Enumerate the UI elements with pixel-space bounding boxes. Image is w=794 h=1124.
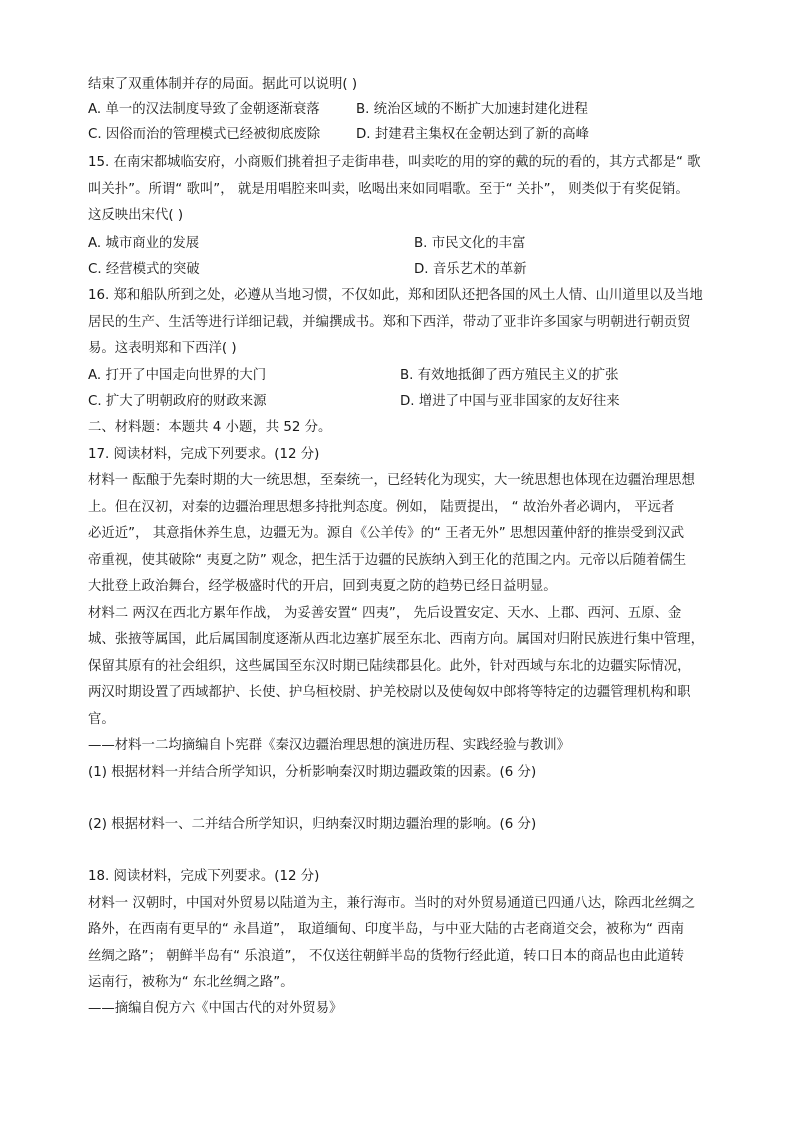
q18-material1-line-4: 运南行，被称为“ 东北丝绸之路”。 [88, 975, 294, 990]
q15-option-a: A. 城市商业的发展 [88, 236, 200, 251]
q17-material2-line-3: 保留其原有的社会组织，这些属国至东汉时期已陆续郡县化。此外，针对西域与东北的边疆实际情况， [88, 659, 691, 674]
q16-line-2: 居民的生产、生活等进行详细记载，并编撰成书。郑和下西洋，带动了亚非许多国家与明朝进行朝贡贸 [88, 315, 691, 330]
q14-option-c: C. 因俗而治的管理模式已经被彻底废除 [88, 127, 321, 142]
q17-material2-line-4: 两汉时期设置了西域都护、长使、护乌桓校尉、护羌校尉以及使匈奴中郎将等特定的边疆管理机构和职 [88, 685, 691, 700]
q16-option-c: C. 扩大了明朝政府的财政来源 [88, 394, 267, 409]
q17-material1-line-2: 上。但在汉初，对秦的边疆治理思想多持批判态度。例如， 陆贾提出， “ 故治外者必调内， 平远者 [88, 500, 675, 515]
q14-option-a: A. 单一的汉法制度导致了金朝逐渐衰落 [88, 102, 320, 117]
q17-subquestion-2: (2) 根据材料一、二并结合所学知识，归纳秦汉时期边疆治理的影响。(6 分) [88, 817, 537, 832]
q17-material2-line-1: 材料二 两汉在西北方累年作战， 为妥善安置“ 四夷”， 先后设置安定、天水、上郡、西河、五原、金 [88, 606, 682, 621]
q17-material1-line-1: 材料一 酝酿于先秦时期的大一统思想，至秦统一，已经转化为现实，大一统思想也体现在边疆治理思想 [88, 473, 695, 488]
section-heading: 二、材料题：本题共 4 小题，共 52 分。 [88, 420, 332, 435]
q14-option-b: B. 统治区域的不断扩大加速封建化进程 [356, 102, 588, 117]
q18-material1-line-3: 丝绸之路”； 朝鲜半岛有“ 乐浪道”， 不仅送往朝鲜半岛的货物行经此道，转口日本的商品也由此道转 [88, 949, 684, 964]
q16-line-3: 易。这表明郑和下西洋( ) [88, 341, 237, 356]
q16-option-b: B. 有效地抵御了西方殖民主义的扩张 [400, 368, 619, 383]
q18-title: 18. 阅读材料，完成下列要求。(12 分) [88, 869, 320, 884]
q17-title: 17. 阅读材料，完成下列要求。(12 分) [88, 447, 320, 462]
q15-option-c: C. 经营模式的突破 [88, 262, 200, 277]
q15-line-1: 15. 在南宋都城临安府，小商贩们挑着担子走街串巷，叫卖吃的用的穿的戴的玩的看的，其方式都是“ 歌 [88, 155, 701, 170]
q18-source: ——摘编自倪方六《中国古代的对外贸易》 [88, 1001, 343, 1016]
q15-option-d: D. 音乐艺术的革新 [414, 262, 527, 277]
q16-option-d: D. 增进了中国与亚非国家的友好往来 [400, 394, 620, 409]
q18-material1-line-2: 路外，在西南有更早的“ 永昌道”， 取道缅甸、印度半岛，与中亚大陆的古老商道交会，被称为“ 西南 [88, 922, 684, 937]
q17-subquestion-1: (1) 根据材料一并结合所学知识，分析影响秦汉时期边疆政策的因素。(6 分) [88, 765, 537, 780]
q17-material1-line-5: 大批登上政治舞台，经学极盛时代的开启，回到夷夏之防的趋势已经日益明显。 [88, 579, 557, 594]
q17-material1-line-4: 帝重视，使其破除“ 夷夏之防” 观念，把生活于边疆的民族纳入到王化的范围之内。元帝以后随着儒生 [88, 553, 687, 568]
q17-material2-line-2: 城、张掖等属国，此后属国制度逐渐从西北边塞扩展至东北、西南方向。属国对归附民族进行集中管理， [88, 632, 704, 647]
q16-line-1: 16. 郑和船队所到之处，必遵从当地习惯，不仅如此，郑和团队还把各国的风土人情、山川道里以及当地 [88, 288, 703, 303]
q18-material1-line-1: 材料一 汉朝时，中国对外贸易以陆道为主，兼行海市。当时的对外贸易通道已四通八达，除西北丝绸之 [88, 896, 695, 911]
q17-material2-line-5: 官。 [88, 712, 115, 727]
q16-option-a: A. 打开了中国走向世界的大门 [88, 368, 267, 383]
q14-stem: 结束了双重体制并存的局面。据此可以说明( ) [88, 77, 358, 92]
q15-option-b: B. 市民文化的丰富 [414, 236, 526, 251]
q15-line-3: 这反映出宋代( ) [88, 208, 184, 223]
q14-option-d: D. 封建君主集权在金朝达到了新的高峰 [356, 127, 590, 142]
q17-material1-line-3: 必近近”， 其意指休养生息，边疆无为。源自《公羊传》的“ 王者无外” 思想因董仲舒的推崇受到汉武 [88, 526, 684, 541]
q15-line-2: 叫关扑”。所谓“ 歌叫”， 就是用唱腔来叫卖，吆喝出来如同唱歌。至于“ 关扑”， 则类似于有奖促销。 [88, 182, 689, 197]
q17-source: ——材料一二均摘编自卜宪群《秦汉边疆治理思想的演进历程、实践经验与教训》 [88, 738, 571, 753]
